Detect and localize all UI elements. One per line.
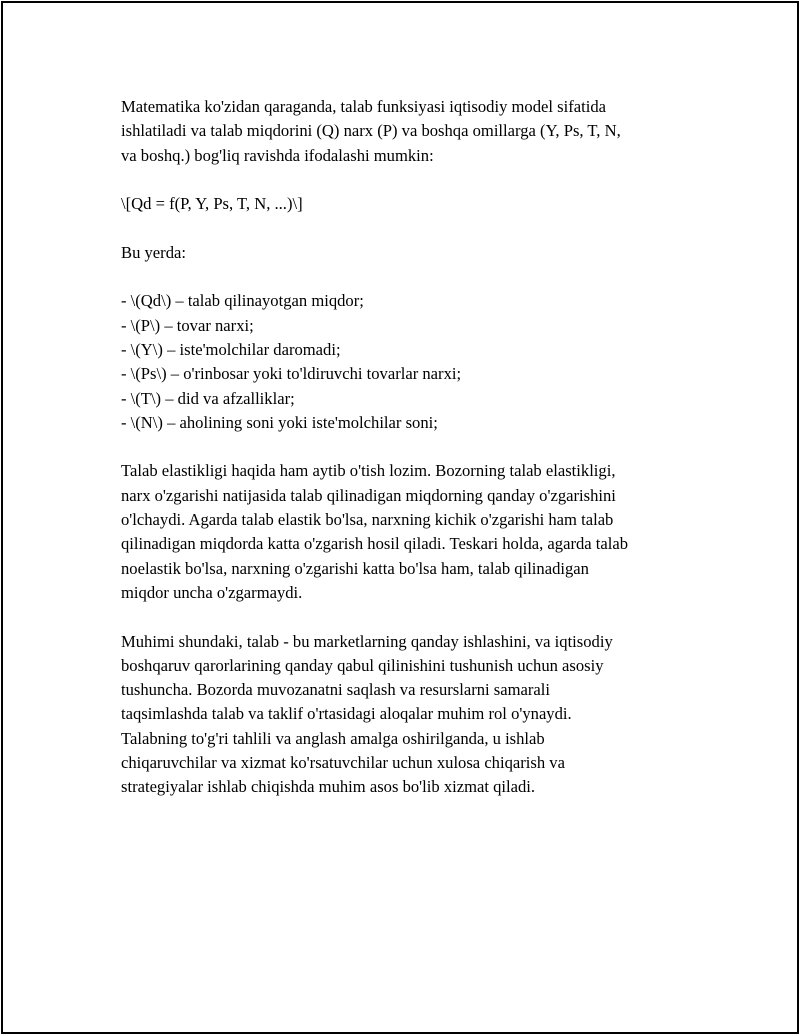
elasticity-paragraph: Talab elastikligi haqida ham aytib o'tish lozim. Bozorning talab elastikligi, narx o'zgarishi natijasida talab qilinadigan miqdorning qanday o'zgarishini o'lchaydi. Agarda talab elastik bo'lsa, narxning kichik o'zgarishi ham talab qilinadigan miqdorda katta o'zgarish hosil qiladi. Teskari holda, agarda talab noelastik bo'lsa, narxning o'zgarishi katta bo'lsa ham, talab qilinadigan miqdor uncha o'zgarmaydi. [121,461,629,602]
spacer [121,265,701,289]
intro-paragraph: Matematika ko'zidan qaraganda, talab funksiyasi iqtisodiy model sifatida ishlatiladi va talab miqdorini (Q) narx (P) va boshqa omillarga (Y, Ps, T, N, va boshq.) bog'liq ravishda ifodalashi mumkin: [121,97,621,165]
conclusion-paragraph: Muhimi shundaki, talab - bu marketlarning qanday ishlashini, va iqtisodiy boshqaruv qarorlarining qanday qabul qilinishini tushunish uchun asosiy tushuncha. Bozorda muvozanatni saqlash va resurslarni samarali taqsimlashda talab va taklif o'rtasidagi aloqalar muhim rol o'ynaydi. Talabning to'g'ri tahlili va anglash amalga oshirilganda, u ishlab chiqaruvchilar va xizmat ko'rsatuvchilar uchun xulosa chiqarish va strategiyalar ishlab chiqishda muhim asos bo'lib xizmat qiladi. [121,631,613,797]
definition-item-n: - \(N\) – aholining soni yoki iste'molchilar soni; [121,412,438,432]
document-body [121,95,701,800]
demand-formula: \[Qd = f(P, Y, Ps, T, N, ...)\] [121,194,303,214]
definition-item-ps: - \(Ps\) – o'rinbosar yoki to'ldiruvchi tovarlar narxi; [121,364,462,384]
definition-item-p: - \(P\) – tovar narxi; [121,315,254,335]
definition-list [121,289,701,435]
definition-item-qd: - \(Qd\) – talab qilinayotgan miqdor; [121,291,364,311]
spacer [121,216,701,240]
definition-item-t: - \(T\) – did va afzalliklar; [121,388,295,408]
spacer [121,605,701,629]
definition-item-y: - \(Y\) – iste'molchilar daromadi; [121,339,341,359]
page-frame [1,1,799,1034]
spacer [121,168,701,192]
spacer [121,435,701,459]
where-label: Bu yerda: [121,242,186,262]
